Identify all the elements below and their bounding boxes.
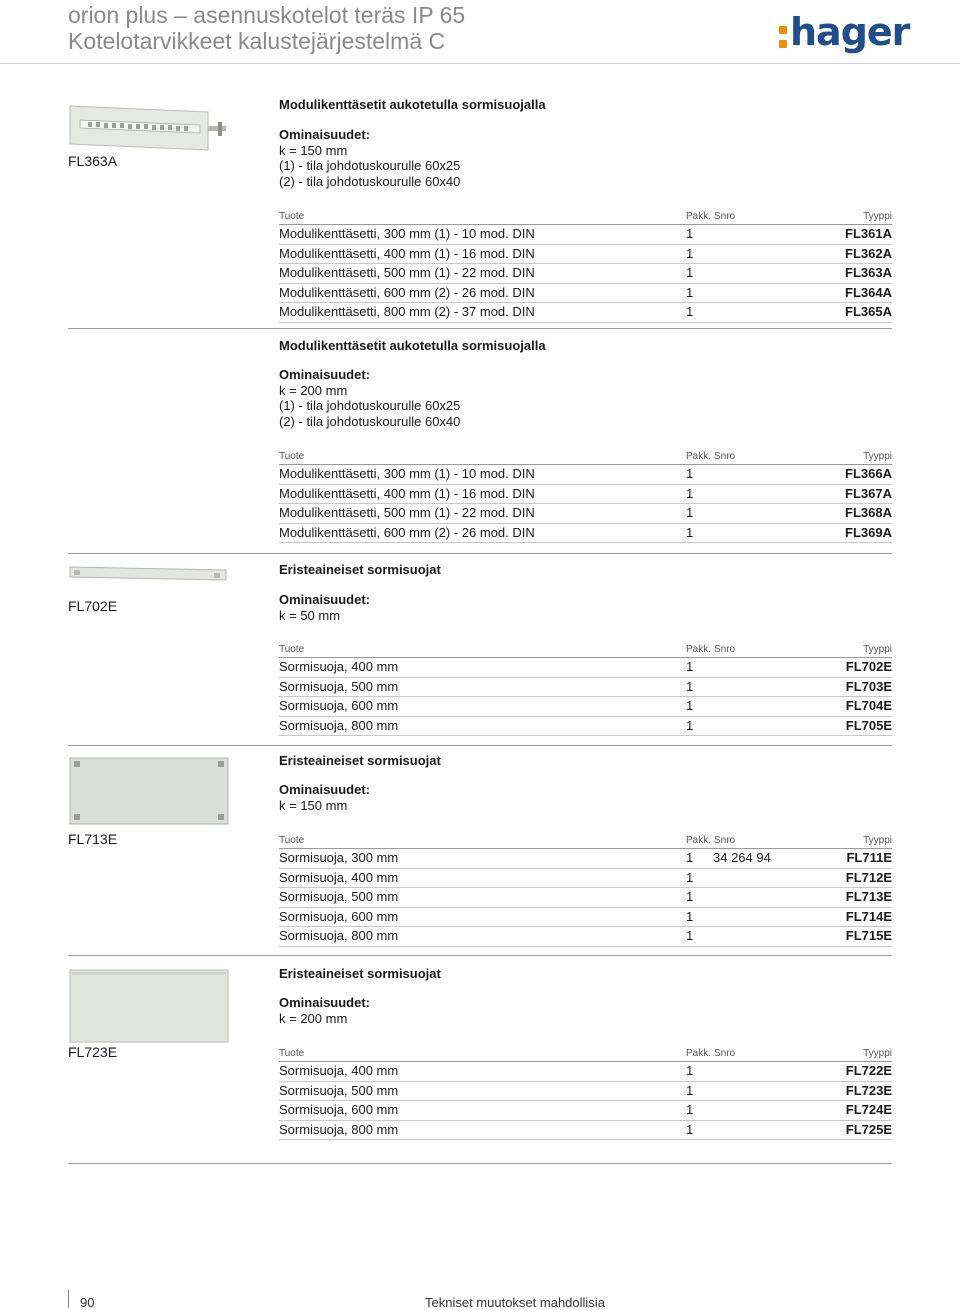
- cell-type: FL722E: [845, 1063, 892, 1078]
- table-row: [279, 465, 892, 485]
- section-divider: [68, 553, 892, 554]
- logo-text: hager: [790, 10, 910, 54]
- cell-pakk: 1: [686, 908, 694, 924]
- properties: [279, 995, 370, 1026]
- properties-label: Ominaisuudet:: [279, 995, 371, 1010]
- cell-pakk: 1: [686, 659, 694, 674]
- header-pakk: Pakk.: [686, 1048, 712, 1059]
- table-row: [279, 1121, 892, 1141]
- cell-name: Sormisuoja, 800 mm: [279, 1121, 399, 1137]
- table-row: [279, 927, 892, 947]
- header-type: Tyyppi: [863, 451, 892, 462]
- cell-type: FL366A: [845, 466, 892, 481]
- cell-type: FL702E: [845, 659, 892, 674]
- product-table: [279, 642, 892, 736]
- table-row: [279, 303, 892, 323]
- finger-guard-strip-image: [68, 564, 228, 582]
- cell-type: FL705E: [845, 717, 892, 733]
- table-header: [279, 642, 892, 658]
- table-row: [279, 1082, 892, 1102]
- cell-type: FL368A: [845, 505, 892, 521]
- properties: [279, 592, 370, 623]
- cell-name: Modulikenttäsetti, 300 mm (1) - 10 mod. DIN: [279, 466, 535, 481]
- product-code-label: FL702E: [68, 598, 118, 614]
- cell-name: Modulikenttäsetti, 500 mm (1) - 22 mod. DIN: [279, 265, 535, 281]
- table-row: [279, 678, 892, 698]
- header-snro: Snro: [714, 835, 736, 846]
- cell-type: FL361A: [845, 226, 892, 241]
- cell-name: Sormisuoja, 400 mm: [279, 869, 399, 885]
- header-pakk: Pakk.: [686, 211, 712, 222]
- cell-name: Sormisuoja, 600 mm: [279, 698, 399, 714]
- properties-label: Ominaisuudet:: [279, 782, 371, 797]
- table-row: [279, 524, 892, 544]
- table-row: [279, 1101, 892, 1121]
- properties-label: Ominaisuudet:: [279, 127, 371, 142]
- cell-pakk: 1: [686, 889, 694, 905]
- cell-name: Modulikenttäsetti, 400 mm (1) - 16 mod. DIN: [279, 485, 535, 501]
- property-item: (2) - tila johdotuskourulle 60x40: [279, 413, 461, 429]
- cell-name: Modulikenttäsetti, 600 mm (2) - 26 mod. DIN: [279, 284, 535, 300]
- properties: [279, 782, 370, 813]
- cell-name: Sormisuoja, 800 mm: [279, 717, 399, 733]
- title-line-2: Kotelotarvikkeet kalustejärjestelmä C: [68, 28, 446, 54]
- cell-pakk: 1: [686, 717, 694, 733]
- cell-name: Sormisuoja, 600 mm: [279, 1102, 399, 1118]
- cell-type: FL367A: [845, 485, 892, 501]
- finger-guard-panel-image: [68, 756, 230, 826]
- cell-name: Sormisuoja, 400 mm: [279, 1063, 399, 1078]
- page-title: [68, 2, 465, 54]
- table-row: [279, 697, 892, 717]
- cell-type: FL711E: [846, 850, 892, 865]
- header-snro: Snro: [714, 644, 736, 655]
- header-pakk: Pakk.: [686, 644, 712, 655]
- cell-name: Sormisuoja, 600 mm: [279, 908, 399, 924]
- header-product: Tuote: [279, 211, 305, 222]
- header-divider: [0, 63, 960, 64]
- product-table: [279, 449, 892, 543]
- cell-type: FL712E: [845, 869, 892, 885]
- product-table: [279, 1046, 892, 1140]
- header-snro: Snro: [714, 211, 736, 222]
- cell-name: Sormisuoja, 500 mm: [279, 889, 399, 905]
- cell-pakk: 1: [686, 1121, 694, 1137]
- properties-label: Ominaisuudet:: [279, 592, 371, 607]
- property-item: k = 150 mm: [279, 142, 348, 158]
- table-row: [279, 849, 892, 869]
- cell-type: FL725E: [845, 1121, 892, 1137]
- header-product: Tuote: [279, 451, 305, 462]
- cell-name: Modulikenttäsetti, 300 mm (1) - 10 mod. DIN: [279, 226, 535, 241]
- header-snro: Snro: [714, 451, 736, 462]
- header-pakk: Pakk.: [686, 835, 712, 846]
- property-item: (2) - tila johdotuskourulle 60x40: [279, 173, 461, 189]
- table-row: [279, 264, 892, 284]
- finger-guard-panel-large-image: [68, 968, 230, 1044]
- cell-name: Modulikenttäsetti, 400 mm (1) - 16 mod. DIN: [279, 245, 535, 261]
- header-pakk: Pakk.: [686, 451, 712, 462]
- section-divider: [68, 955, 892, 956]
- table-row: [279, 869, 892, 889]
- section-title: Modulikenttäsetit aukotetulla sormisuojalla: [279, 97, 546, 112]
- property-item: (1) - tila johdotuskourulle 60x25: [279, 158, 461, 173]
- cell-name: Sormisuoja, 400 mm: [279, 659, 399, 674]
- header-type: Tyyppi: [863, 211, 892, 222]
- section-divider: [68, 745, 892, 746]
- property-item: k = 50 mm: [279, 607, 341, 623]
- section-title: Eristeaineiset sormisuojat: [279, 562, 441, 577]
- header-product: Tuote: [279, 835, 305, 846]
- module-panel-image: [68, 100, 228, 152]
- cell-pakk: 1: [686, 678, 694, 694]
- cell-pakk: 1: [686, 928, 694, 944]
- table-row: [279, 504, 892, 524]
- header-type: Tyyppi: [863, 1048, 892, 1059]
- cell-pakk: 1: [686, 304, 694, 320]
- hager-logo: [779, 10, 910, 58]
- cell-name: Modulikenttäsetti, 800 mm (2) - 37 mod. DIN: [279, 304, 535, 320]
- cell-name: Sormisuoja, 500 mm: [279, 678, 399, 694]
- section-title: Eristeaineiset sormisuojat: [279, 966, 441, 981]
- table-row: [279, 717, 892, 737]
- table-header: [279, 1046, 892, 1062]
- table-header: [279, 209, 892, 225]
- cell-pakk: 1: [686, 850, 694, 865]
- cell-name: Modulikenttäsetti, 500 mm (1) - 22 mod. DIN: [279, 505, 535, 521]
- section-divider: [68, 1163, 892, 1164]
- title-line-1: orion plus – asennuskotelot teräs IP 65: [68, 2, 466, 28]
- cell-pakk: 1: [686, 1063, 694, 1078]
- table-header: [279, 449, 892, 465]
- cell-pakk: 1: [686, 1082, 694, 1098]
- header-type: Tyyppi: [863, 644, 892, 655]
- cell-type: FL365A: [845, 304, 892, 320]
- table-row: [279, 485, 892, 505]
- cell-snro: 34 264 94: [713, 850, 771, 865]
- cell-pakk: 1: [686, 265, 694, 281]
- table-row: [279, 658, 892, 678]
- product-table: [279, 209, 892, 323]
- cell-type: FL703E: [845, 678, 892, 694]
- product-code-label: FL713E: [68, 831, 118, 847]
- cell-pakk: 1: [686, 869, 694, 885]
- table-row: [279, 888, 892, 908]
- cell-type: FL723E: [845, 1082, 892, 1098]
- section-title: Modulikenttäsetit aukotetulla sormisuojalla: [279, 338, 546, 353]
- table-row: [279, 908, 892, 928]
- logo-dots-icon: [779, 26, 788, 48]
- table-row: [279, 225, 892, 245]
- cell-pakk: 1: [686, 485, 694, 501]
- header-product: Tuote: [279, 644, 305, 655]
- cell-pakk: 1: [686, 245, 694, 261]
- cell-type: FL715E: [845, 928, 892, 944]
- property-item: (1) - tila johdotuskourulle 60x25: [279, 398, 461, 413]
- cell-pakk: 1: [686, 226, 694, 241]
- properties: [279, 127, 460, 189]
- section-divider: [68, 328, 892, 329]
- header-snro: Snro: [714, 1048, 736, 1059]
- cell-name: Sormisuoja, 300 mm: [279, 850, 399, 865]
- cell-type: FL714E: [845, 908, 892, 924]
- cell-type: FL713E: [845, 889, 892, 905]
- table-row: [279, 1062, 892, 1082]
- cell-pakk: 1: [686, 1102, 694, 1118]
- cell-type: FL363A: [845, 265, 892, 281]
- table-row: [279, 245, 892, 265]
- cell-pakk: 1: [686, 466, 694, 481]
- table-row: [279, 284, 892, 304]
- cell-type: FL369A: [845, 524, 892, 540]
- cell-pakk: 1: [686, 284, 694, 300]
- properties-label: Ominaisuudet:: [279, 367, 371, 382]
- header-product: Tuote: [279, 1048, 305, 1059]
- product-table: [279, 833, 892, 947]
- cell-name: Modulikenttäsetti, 600 mm (2) - 26 mod. DIN: [279, 524, 535, 540]
- product-code-label: FL363A: [68, 153, 118, 169]
- cell-type: FL362A: [845, 245, 892, 261]
- cell-name: Sormisuoja, 500 mm: [279, 1082, 399, 1098]
- footer-marker: [68, 1290, 69, 1308]
- cell-type: FL704E: [845, 698, 892, 714]
- page-number: 90: [80, 1295, 95, 1310]
- section-title: Eristeaineiset sormisuojat: [279, 753, 441, 768]
- table-header: [279, 833, 892, 849]
- header-type: Tyyppi: [863, 835, 892, 846]
- property-item: k = 150 mm: [279, 797, 348, 813]
- cell-type: FL364A: [845, 284, 892, 300]
- cell-name: Sormisuoja, 800 mm: [279, 928, 399, 944]
- property-item: k = 200 mm: [279, 1010, 348, 1026]
- cell-pakk: 1: [686, 524, 694, 540]
- footer-note: Tekniset muutokset mahdollisia: [425, 1295, 605, 1310]
- product-code-label: FL723E: [68, 1044, 118, 1060]
- cell-pakk: 1: [686, 698, 694, 714]
- properties: [279, 367, 460, 429]
- cell-type: FL724E: [845, 1102, 892, 1118]
- property-item: k = 200 mm: [279, 382, 348, 398]
- cell-pakk: 1: [686, 505, 694, 521]
